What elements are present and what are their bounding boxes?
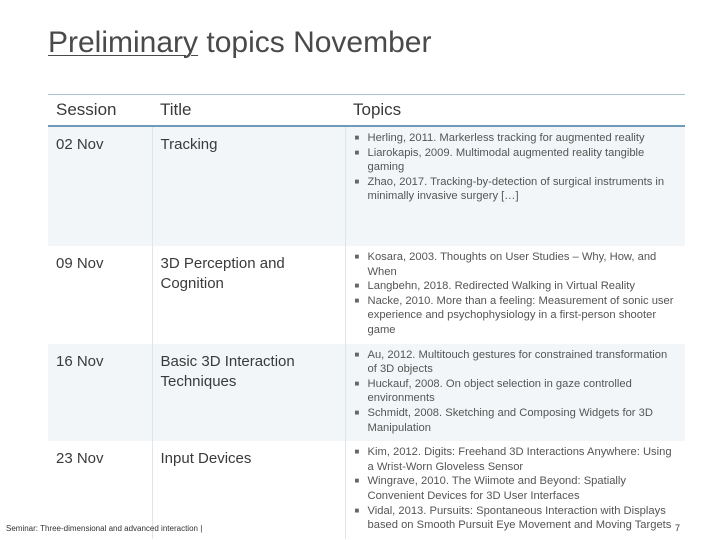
topics-list	[354, 348, 678, 436]
bullet-icon: ■	[354, 447, 360, 457]
slide-title	[48, 26, 431, 60]
topics-cell	[345, 126, 685, 246]
topic-text: Kim, 2012. Digits: Freehand 3D Interactions Anywhere: Using a Wrist-Worn Gloveless Sensor	[367, 446, 672, 473]
list-item	[354, 504, 678, 533]
header-session: Session	[48, 95, 152, 127]
table-row	[48, 126, 685, 246]
topic-text: Vidal, 2013. Pursuits: Spontaneous Interaction with Displays based on Smooth Pursuit Eye Movement and Moving Targets	[367, 504, 672, 532]
bullet-icon: ■	[354, 378, 360, 388]
bullet-icon: ■	[354, 349, 360, 359]
topics-list	[354, 445, 678, 533]
session-cell: 16 Nov	[48, 344, 152, 442]
bullet-icon: ■	[354, 407, 360, 417]
list-item	[354, 445, 678, 474]
topic-text: Liarokapis, 2009. Multimodal augmented reality tangible gaming	[367, 146, 645, 174]
topics-cell	[345, 441, 685, 539]
list-item	[354, 348, 678, 377]
title-cell: Input Devices	[152, 441, 345, 539]
list-item	[354, 406, 678, 435]
bullet-icon: ■	[354, 295, 360, 305]
slide-title-rest: topics November	[198, 26, 432, 59]
list-item	[354, 279, 678, 294]
topic-text: Herling, 2011. Markerless tracking for augmented reality	[367, 132, 645, 144]
topics-list	[354, 131, 678, 204]
bullet-icon: ■	[354, 505, 360, 515]
topic-text: Kosara, 2003. Thoughts on User Studies – Why, How, and When	[367, 251, 657, 278]
session-cell: 09 Nov	[56, 255, 104, 272]
table-row	[48, 344, 685, 442]
bullet-icon: ■	[354, 176, 360, 186]
bullet-icon: ■	[354, 133, 360, 142]
list-item	[354, 294, 678, 338]
table-header-row	[48, 95, 685, 127]
page-number: 7	[674, 523, 680, 533]
topics-cell	[345, 344, 685, 442]
header-topics: Topics	[345, 95, 685, 127]
bullet-icon: ■	[354, 476, 360, 486]
session-cell: 23 Nov	[56, 450, 104, 468]
footer-text: Seminar: Three-dimensional and advanced interaction |	[6, 524, 203, 533]
topic-text: Nacke, 2010. More than a feeling: Measurement of sonic user experience and psychophysiology in a first-person shooter game	[367, 294, 674, 336]
list-item	[354, 250, 678, 279]
topic-text: Wingrave, 2010. The Wiimote and Beyond: Spatially Convenient Devices for 3D User Interfaces	[367, 475, 626, 502]
list-item	[354, 377, 678, 406]
slide-title-underlined: Preliminary	[48, 26, 199, 59]
header-title: Title	[152, 95, 345, 127]
topic-text: Langbehn, 2018. Redirected Walking in Virtual Reality	[367, 280, 635, 293]
topic-text: Zhao, 2017. Tracking-by-detection of surgical instruments in minimally invasive surgery […]	[367, 175, 665, 203]
topics-cell	[345, 246, 685, 344]
title-cell: Basic 3D Interaction Techniques	[152, 344, 345, 442]
title-cell: Tracking	[152, 126, 345, 246]
topic-text: Huckauf, 2008. On object selection in gaze controlled environments	[367, 377, 632, 405]
list-item	[354, 146, 678, 175]
bullet-icon: ■	[354, 252, 360, 261]
topic-text: Schmidt, 2008. Sketching and Composing Widgets for 3D Manipulation	[367, 406, 653, 434]
bullet-icon: ■	[354, 147, 360, 157]
bullet-icon: ■	[354, 281, 360, 291]
list-item	[354, 175, 678, 204]
topics-list	[354, 250, 678, 338]
list-item	[354, 474, 678, 503]
topics-table	[48, 94, 685, 539]
session-cell: 02 Nov	[48, 126, 152, 246]
title-cell: 3D Perception and Cognition	[152, 246, 345, 344]
table-row	[48, 246, 685, 344]
topic-text: Au, 2012. Multitouch gestures for constrained transformation of 3D objects	[367, 348, 668, 376]
list-item	[354, 131, 678, 146]
